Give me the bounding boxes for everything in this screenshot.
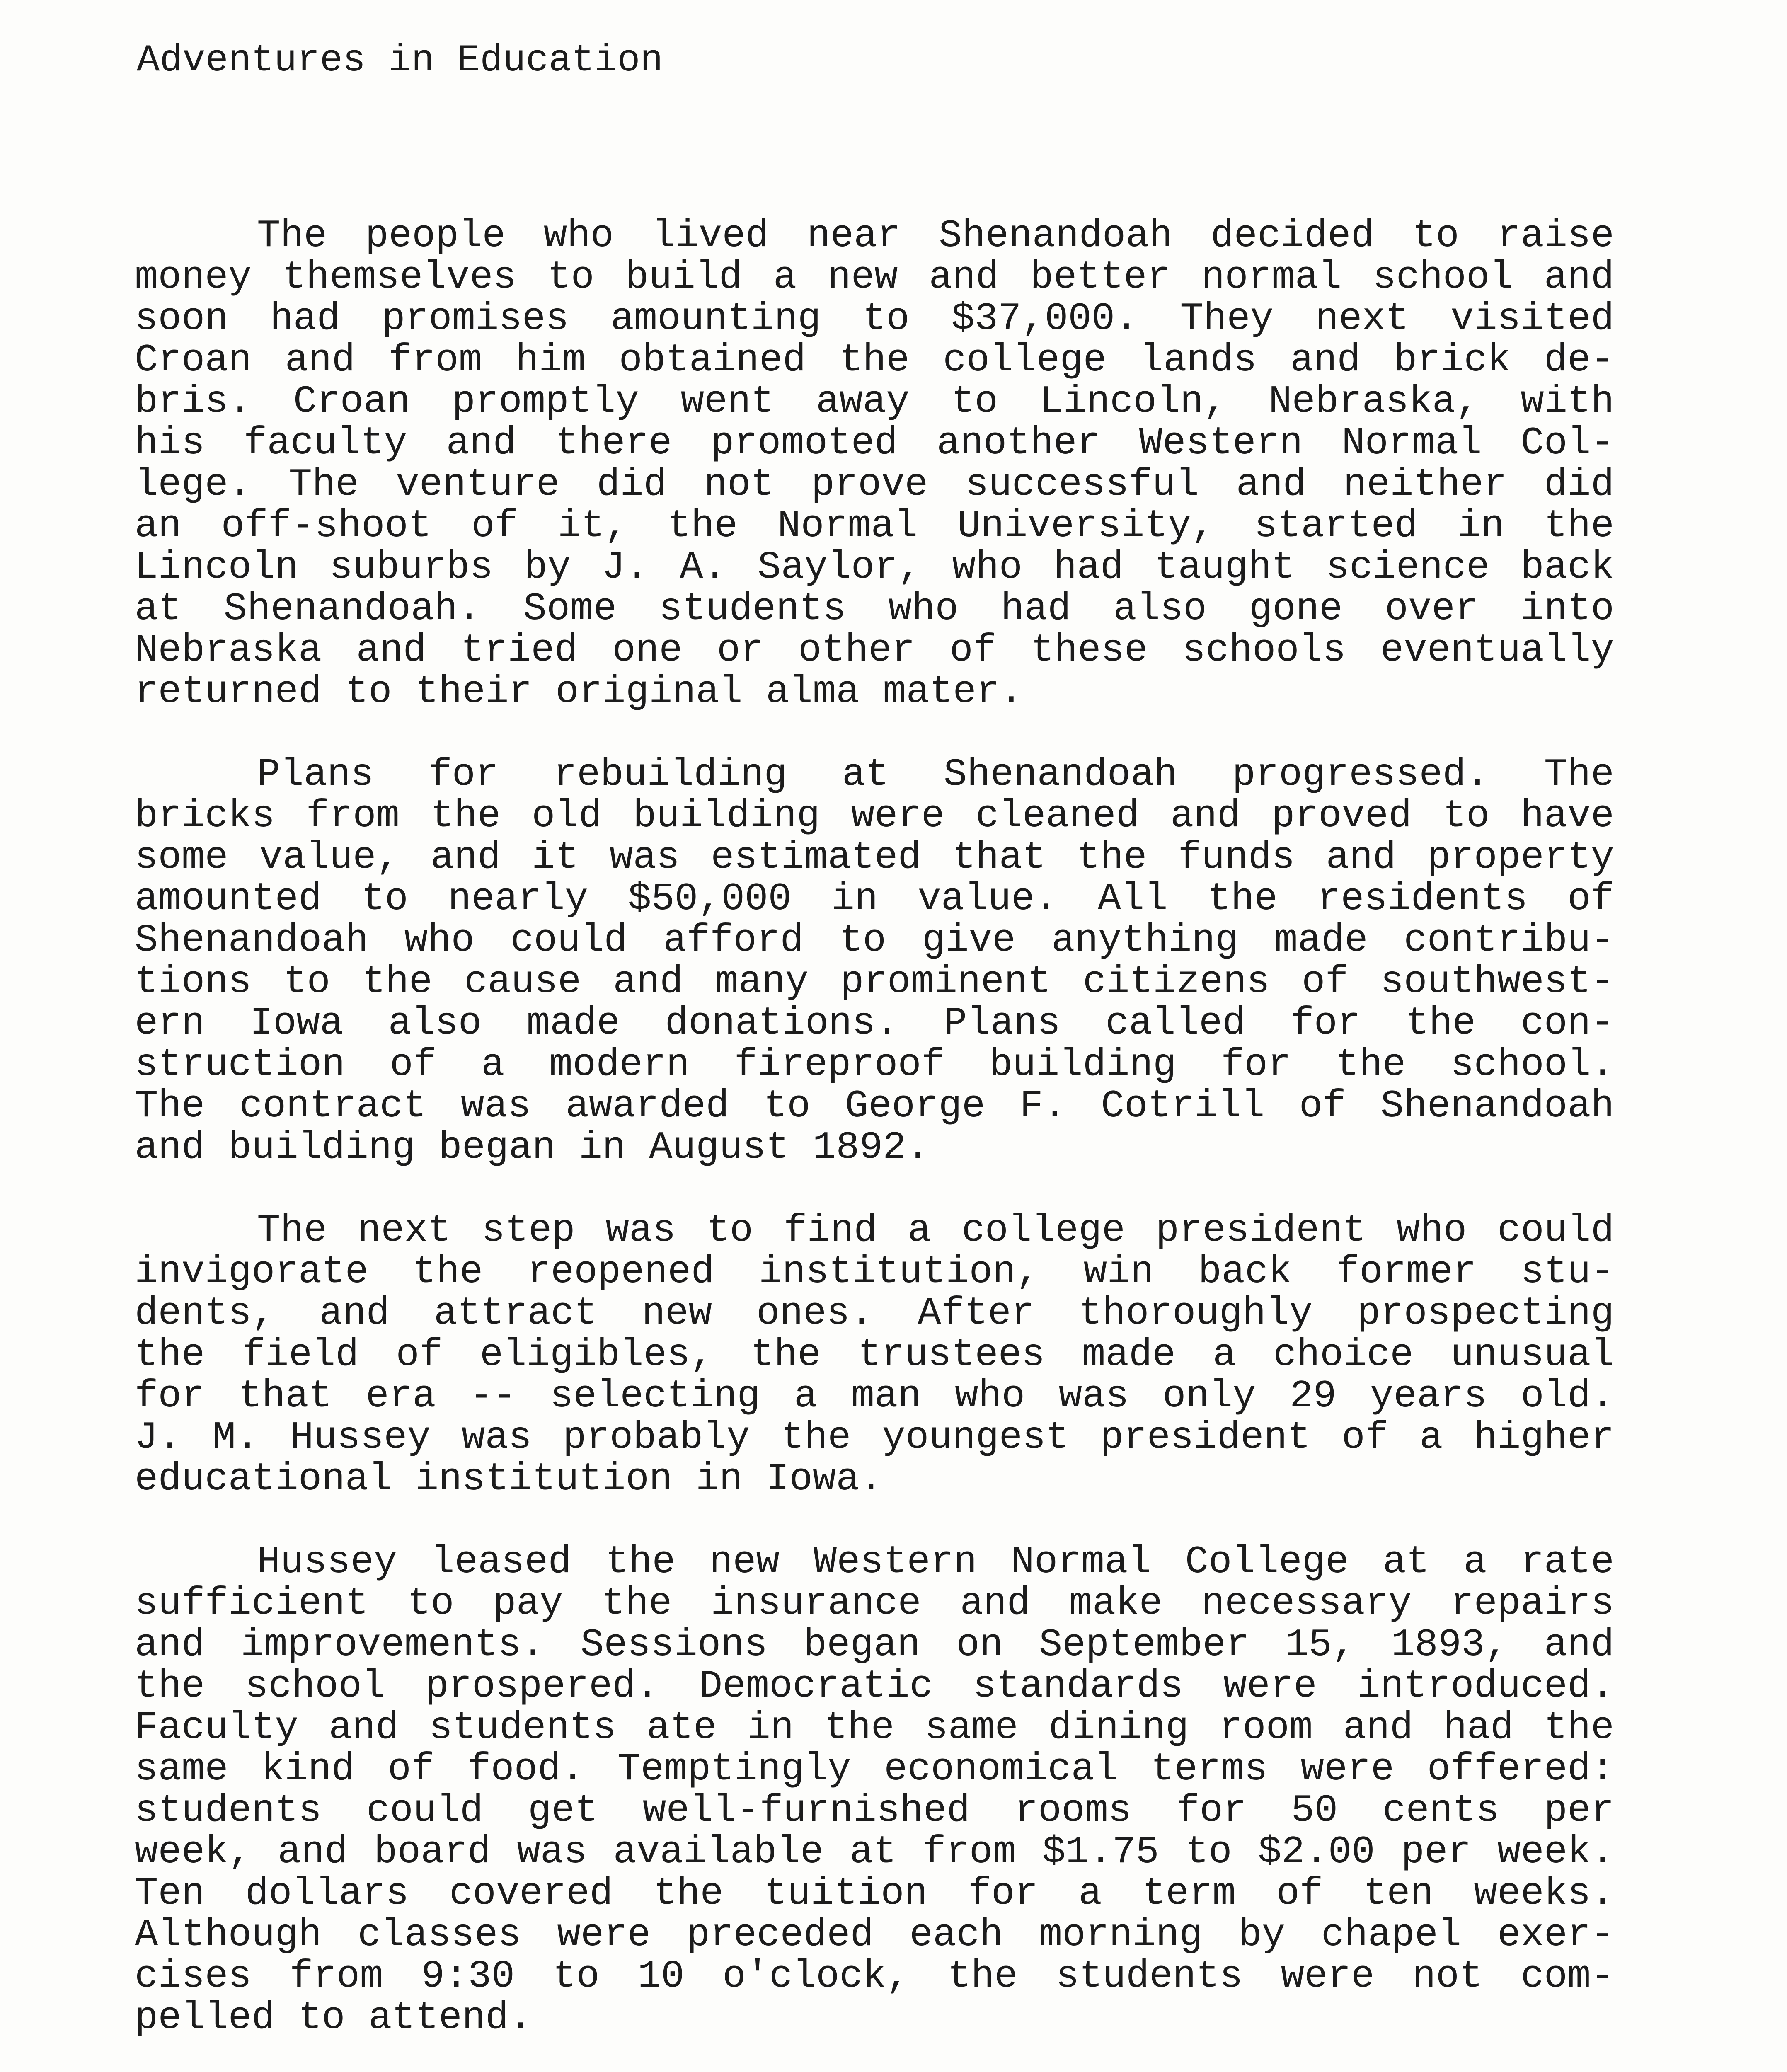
text-line: Nebraska and tried one or other of these schools eventually (135, 629, 1614, 673)
text-line: returned to their original alma mater. (135, 670, 1023, 714)
text-line: J. M. Hussey was probably the youngest president of a higher (135, 1416, 1614, 1460)
text-line: soon had promises amounting to $37,000. They next visited (135, 297, 1614, 341)
text-line: for that era -- selecting a man who was only 29 years old. (135, 1375, 1614, 1418)
text-line: educational institution in Iowa. (135, 1457, 883, 1501)
text-line: Faculty and students ate in the same dining room and had the (135, 1706, 1614, 1750)
text-line: The contract was awarded to George F. Cotrill of Shenandoah (135, 1084, 1614, 1128)
text-line: Shenandoah who could afford to give anything made contribu- (135, 919, 1614, 963)
text-line: invigorate the reopened institution, win back former stu- (135, 1250, 1614, 1294)
text-line: at Shenandoah. Some students who had also gone over into (135, 587, 1614, 631)
paragraph-4 (135, 1542, 1614, 2039)
text-line: some value, and it was estimated that the funds and property (135, 836, 1614, 880)
text-line: the field of eligibles, the trustees made a choice unusual (135, 1333, 1614, 1377)
text-line: cises from 9:30 to 10 o'clock, the students were not com- (135, 1955, 1614, 1999)
paragraph-3 (135, 1210, 1614, 1500)
text-line: dents, and attract new ones. After thoroughly prospecting (135, 1292, 1614, 1336)
text-line: lege. The venture did not prove successful and neither did (135, 463, 1614, 507)
text-line: amounted to nearly $50,000 in value. All the residents of (135, 877, 1614, 921)
text-line: students could get well-furnished rooms for 50 cents per (135, 1789, 1614, 1833)
text-line: an off-shoot of it, the Normal University, started in the (135, 504, 1614, 548)
text-line: ern Iowa also made donations. Plans called for the con- (135, 1002, 1614, 1046)
text-line: Plans for rebuilding at Shenandoah progressed. The (257, 753, 1614, 797)
text-line: The people who lived near Shenandoah decided to raise (257, 214, 1614, 258)
text-line: sufficient to pay the insurance and make necessary repairs (135, 1582, 1614, 1626)
paragraph-1 (135, 215, 1614, 713)
text-line: same kind of food. Temptingly economical terms were offered: (135, 1748, 1614, 1791)
text-line: bricks from the old building were cleaned and proved to have (135, 794, 1614, 838)
text-line: Croan and from him obtained the college lands and brick de- (135, 339, 1614, 382)
text-line: his faculty and there promoted another Western Normal Col- (135, 421, 1614, 465)
text-line: struction of a modern fireproof building for the school. (135, 1043, 1614, 1087)
body-text (135, 215, 1614, 2072)
text-line: tions to the cause and many prominent citizens of southwest- (135, 960, 1614, 1004)
text-line: Ten dollars covered the tuition for a term of ten weeks. (135, 1872, 1614, 1916)
text-line: bris. Croan promptly went away to Lincoln, Nebraska, with (135, 380, 1614, 424)
text-line: Lincoln suburbs by J. A. Saylor, who had taught science back (135, 546, 1614, 590)
text-line: pelled to attend. (135, 1996, 532, 2040)
running-head: Adventures in Education (137, 39, 663, 82)
text-line: the school prospered. Democratic standards were introduced. (135, 1665, 1614, 1709)
paragraph-2 (135, 754, 1614, 1169)
text-line: The next step was to find a college president who could (257, 1209, 1614, 1253)
text-line: and building began in August 1892. (135, 1126, 930, 1170)
text-line: Hussey leased the new Western Normal College at a rate (257, 1540, 1614, 1584)
text-line: and improvements. Sessions began on September 15, 1893, and (135, 1623, 1614, 1667)
text-line: Although classes were preceded each morning by chapel exer- (135, 1913, 1614, 1957)
text-line: week, and board was available at from $1.75 to $2.00 per week. (135, 1830, 1614, 1874)
text-line: money themselves to build a new and better normal school and (135, 256, 1614, 300)
